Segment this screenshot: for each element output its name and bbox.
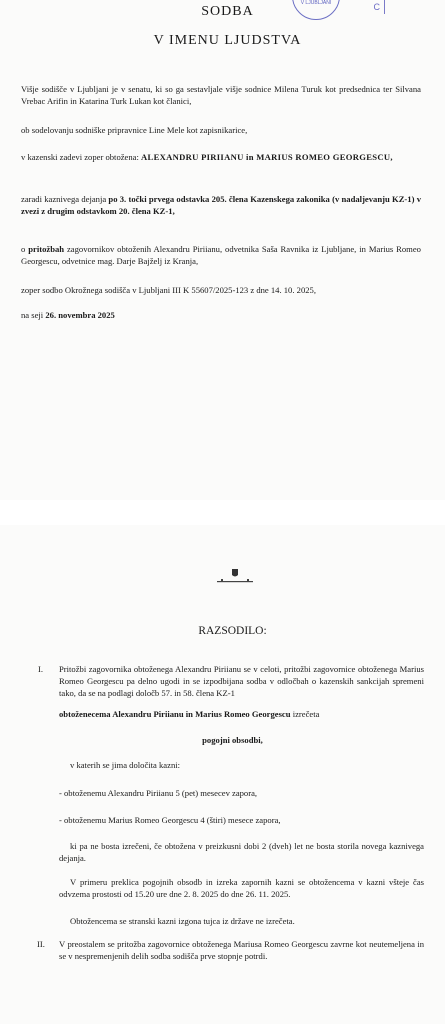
case-prefix: v kazenski zadevi zoper obtožena: xyxy=(21,152,139,162)
appeals-paragraph xyxy=(21,243,421,267)
section-i-label: I. xyxy=(38,664,44,674)
stamp-text: V LJUBLJANI xyxy=(300,0,332,6)
appeals-prefix: o xyxy=(21,244,26,254)
offense-article: po 3. točki prvega odstavka 205. člena Kazenskega zakonika (v nadaljevanju KZ-1) v zvezi z drugim odstavkom 20. člena KZ-1, xyxy=(21,194,421,217)
senate-paragraph: Višje sodišče v Ljubljani je v senatu, ki so ga sestavljale višje sodnice Milena Turuk kot predsednica ter Silvana Vrebac Arifin in Katarina Turk Lukan kot članici, xyxy=(21,84,421,107)
defendants-verb: izrečeta xyxy=(292,709,320,719)
penalties-intro: v katerih se jima določita kazni: xyxy=(70,760,181,770)
offense-prefix: zaradi kaznivega dejanja xyxy=(21,194,107,204)
appeals-rest: zagovornikov obtoženih Alexandru Piriianu, odvetnika Saša Ravnika iz Ljubljane, in Marius Romeo Georgescu, odvetnice mag. Darje Bajželj iz Kranja, xyxy=(21,244,421,267)
session-prefix: na seji xyxy=(21,310,44,320)
judgment-reference: zoper sodbo Okrožnega sodišča v Ljubljani III K 55607/2025-123 z dne 14. 10. 2025, xyxy=(21,285,316,295)
stamp-mark: C xyxy=(373,2,380,12)
defendant-names: ALEXANDRU PIRIIANU in MARIUS ROMEO GEORGESCU, xyxy=(141,152,393,162)
defendants-bold: obtoženecema Alexandru Piriianu in Marius Romeo Georgescu xyxy=(59,709,291,719)
sentence-names-line xyxy=(59,708,424,720)
appeals-word: pritožbah xyxy=(28,244,65,254)
section-ii-text: V preostalem se pritožba zagovornice obtoženega Mariusa Romeo Georgescu zavrne kot neutemeljena in se v nespremenjenih delih sodba sodišča prve stopnje potrdi. xyxy=(59,939,424,962)
penalty-piriianu: - obtoženemu Alexandru Piriianu 5 (pet) mesecev zapora, xyxy=(59,788,258,798)
recorder-paragraph: ob sodelovanju sodniške pripravnice Line Mele kot zapisnikarice, xyxy=(21,125,248,135)
coat-of-arms-icon xyxy=(215,567,255,585)
section-i-text: Pritožbi zagovornika obtoženega Alexandru Piriianu se v celoti, pritožbi zagovornice obtoženega Marius Romeo Georgescu pa delno ugodi in se izpodbijana sodba v odločbah o kazenskih sankcijah spremeni tako, da se na podlagi določb 57. in 58. člena KZ-1 xyxy=(59,664,424,699)
verdict-heading: RAZSODILO: xyxy=(198,625,267,637)
expulsion-paragraph: Obtožencema se stranski kazni izgona tujca iz države ne izrečeta. xyxy=(70,916,295,926)
case-paragraph xyxy=(21,151,421,163)
section-ii-label: II. xyxy=(37,939,45,949)
document-subtitle: V IMENU LJUDSTVA xyxy=(153,33,302,48)
session-date: 26. novembra 2025 xyxy=(45,310,115,320)
document-title: SODBA xyxy=(201,4,254,19)
document-page-2 xyxy=(0,525,445,1024)
page-gap xyxy=(0,500,445,525)
probation-paragraph: ki pa ne bosta izrečeni, če obtožena v preizkusni dobi 2 (dveh) let ne bosta storila novega kaznivega dejanja. xyxy=(59,841,424,864)
revocation-paragraph: V primeru preklica pogojnih obsodb in izreka zapornih kazni se obtožencema v kazni všteje čas odvzema prostosti od 15.20 ure dne 2. 8. 2025 do dne 26. 11. 2025. xyxy=(59,877,424,900)
conditional-sentences: pogojni obsodbi, xyxy=(202,735,263,745)
document-page-1 xyxy=(0,0,445,500)
offense-paragraph xyxy=(21,193,421,217)
penalty-georgescu: - obtoženemu Marius Romeo Georgescu 4 (štiri) mesece zapora, xyxy=(59,815,281,825)
session-date-line xyxy=(21,309,421,321)
